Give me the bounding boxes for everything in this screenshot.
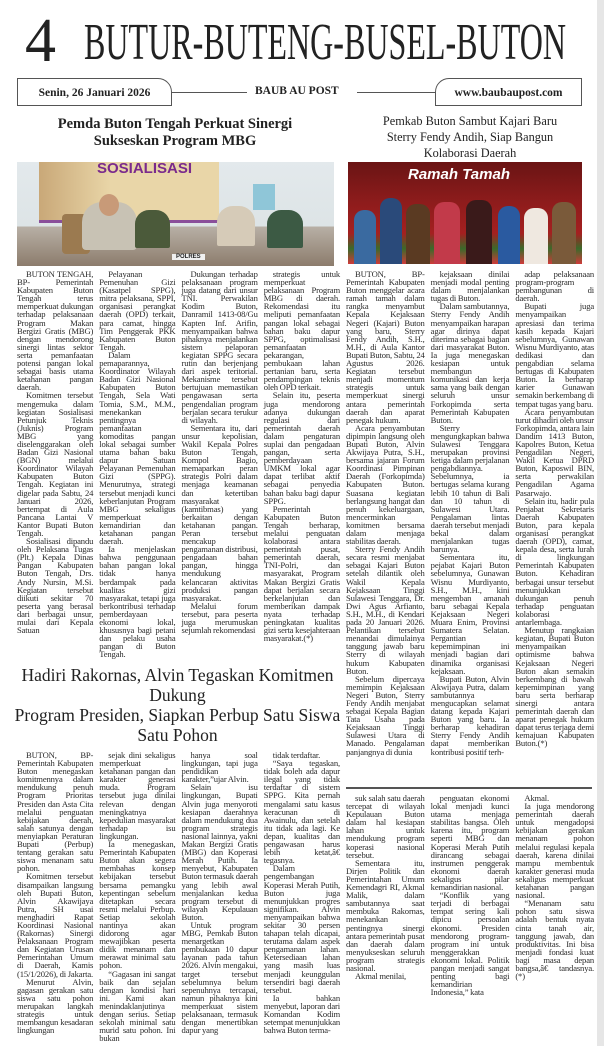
article-column (346, 270, 425, 756)
headline-line: Program Presiden, Siapkan Perbup Satu Siswa (14, 705, 341, 725)
article-paragraph: Pemerintah Kabupaten Buton Tengah berharap, melalui penguatan kolaborasi antara pemerintah pusat, pemerintah daerah, TNI-Polri, dan masyarakat, Program Makan Bergizi Gratis dapat berjalan secara berkelanjutan dan memberikan dampak nyata terhadap peningkatan kualitas gizi serta kesejahteraan masyarakat.(*) (263, 503, 340, 644)
article-column (17, 751, 93, 1034)
article-paragraph: BUTON, BP-Pemerintah Kabupaten Buton menegaskan komitmennya dalam mendukung penuh Program Prioritas Presiden dan Asta Cita melalui penguatan kebijakan daerah, salah satunya dengan menyiapkan Peraturan Bupati (Perbup) tentang gerakan satu siswa menanam satu pohon. (17, 750, 94, 874)
article-column (99, 270, 175, 659)
article-column (431, 270, 510, 756)
article-paragraph: Selain itu, peserta juga mendorong adanya dukungan regulasi dari pemerintah daerah dalam pengaturan suplai dan pengadaan pangan, serta pemberdayaan UMKM lokal agar dapat terlibat aktif sebagai penyedia bahan baku bagi dapur SPPG. (263, 390, 340, 506)
photo-person (354, 210, 376, 264)
article-column (346, 794, 425, 980)
section-title (84, 14, 568, 66)
photo-person (552, 202, 576, 264)
photo-banner-text: SOSIALISASI (97, 162, 193, 177)
divider (172, 92, 247, 93)
article-paragraph: Sementara itu, pejabat Kajari Buton sebelumnya, Gunawan Wisnu Murdiyanto, S.H., M.H., kini mengemban amanah baru sebagai Kepala Kejaksaan Negeri Muara Enim, Provinsi Sumatera Selatan. Pergantian kepemimpinan ini menjadi bagian dari dinamika organisasi kejaksaan. (430, 552, 510, 676)
photo-person (466, 200, 492, 264)
website-link[interactable]: www.baubaupost.com (435, 78, 582, 106)
article-paragraph: Bupati Buton, Alvin Akwijaya Putra, dalam sambutannya mengucapkan selamat datang kepada Kajari Buton yang baru. Ia berharap kehadiran Sterry Fendy Andih dapat memberikan kontribusi positif terh- (430, 673, 510, 757)
article-column (17, 270, 93, 634)
article-paragraph: Dalam sambutannya, Sterry Fendy Andih menyampaikan harapan agar dirinya dapat diterima sebagai bagian dari masyarakat Buton. Ia juga menegaskan kesiapan untuk membangun komunikasi dan kerja sama yang baik dengan seluruh unsur Forkopimda serta Pemerintah Kabupaten Buton. (430, 301, 510, 425)
article-paragraph: adap pelaksanaan program-program pembangunan di daerah. (515, 269, 595, 304)
article-paragraph: Ia juga mendorong pemerintah daerah untuk mengadopsi kebijakan gerakan menanam pohon melalui regulasi kepala daerah, karena dinilai mampu membentuk karakter generasi muda sekaligus memperkuat ketahanan pangan nasional. (515, 801, 595, 901)
article-paragraph: Ia bahkan menyebut, laporan dari Komandan Kodim setempat menunjukkan bahwa Buton terma- (263, 992, 340, 1036)
article-column (431, 794, 510, 996)
article-paragraph: suk salah satu daerah tercepat di wilayah Kepulauan Buton dalam hal kesiapan lahan untuk mendukung program koperasi nasional tersebut. (346, 793, 425, 860)
article-paragraph: Sementara itu, Dirjen Politik dan Pemerintahan Umum Kemendagri RI, Akmal Malik, dalam sambutannya saat membuka Rakornas, menekankan pentingnya sinergi antara pemerintah pusat dan daerah dalam menyukseskan seluruh program strategis nasional. (346, 857, 425, 973)
article-column (264, 751, 340, 1034)
photo-person (406, 204, 430, 264)
article-paragraph: kejaksaan dinilai menjadi modal penting dalam menjalankan tugas di Buton. (430, 269, 510, 304)
issue-date: Senin, 26 Januari 2026 (17, 78, 172, 106)
article-paragraph: Acara penyambutan turut dihadiri oleh unsur Forkopimda, antara lain Dandim 1413 Buton, Kapolres Buton, Ketua Pengadilan Negeri, Wakil Ketua DPRD Buton, Kaposwil BIN, serta perwakilan Pengadilan Agama Pasarwajo. (515, 406, 595, 498)
article-column (515, 794, 594, 980)
article-paragraph: Menutup rangkaian kegiatan, Bupati Buton menyampaikan optimisme bahwa Kejaksaan Negeri Buton akan semakin berkembang di bawah kepemimpinan yang baru serta berharap sinergi antara pemerintah daerah dan aparat penegak hukum dapat terus terjaga demi kemajuan Kabupaten Buton.(*) (515, 625, 595, 749)
headline-line: Pemkab Buton Sambut Kajari Baru (382, 114, 558, 128)
article-kajari-body (346, 270, 594, 756)
photo-person (380, 198, 402, 264)
headline-line: Satu Pohon (137, 725, 218, 745)
photo-person (267, 210, 303, 248)
photo-person (217, 206, 255, 246)
article-paragraph: “Konflik yang terjadi di berbagai tempat sering kali dipicu persoalan ekonomi. Presiden mendorong program-program ini untuk menggerakkan ekonomi lokal. Politik pangan menjadi sangat penting bagi kemandirian Indonesia,” kata (430, 890, 510, 998)
article-paragraph: Pelayanan Pemenuhan Gizi (Kasatpel SPPG), mitra pelaksana, SPPI, organisasi perangkat daerah (OPD) terkait, para camat, hingga Tim Penggerak PKK Kabupaten Buton Tengah. (99, 269, 176, 352)
article-column (515, 270, 594, 748)
photo-mbg-socialization (17, 162, 334, 266)
photo-poster (253, 184, 275, 210)
article-paragraph: Sosialisasi dipandu oleh Pelaksana Tugas (Plt.) Kepala Dinas Pangan Kabupaten Buton Tengah, Drs. Andy Nursin, M.Si. Kegiatan tersebut diikuti sekitar 70 peserta yang berasal dari berbagai unsur, mulai dari Kepala Satuan (17, 536, 94, 636)
article-paragraph: BUTON, BP- Pemerintah Kabupaten Buton menggelar acara ramah tamah dalam rangka menyambut Kepala Kejaksaan Negeri (Kajari) Buton yang baru, Sterry Fendy Andih, S.H., M.H., di Aula Kantor Bupati Buton, Sabtu, 24 Agustus 2026. Kegiatan tersebut menjadi momentum strategis untuk memperkuat sinergi antara pemerintah daerah dan aparat penegak hukum. (346, 269, 425, 425)
article-paragraph: Komitmen tersebut mengemuka dalam kegiatan Sosialisasi Petunjuk Teknis (Juknis) Program MBG yang diselenggarakan oleh Badan Gizi Nasional (BGN) melalui Koordinator Wilayah Kabupaten Buton Tengah. Kegiatan ini digelar pada Sabtu, 24 Januari 2026, bertempat di Aula Pancana Lantai V Kantor Bupati Buton Tengah. (17, 390, 94, 538)
article-paragraph: BUTON TENGAH, BP- Pemerintah Kabupaten Buton Tengah terus memperkuat dukungan terhadap pelaksanaan Program Makan Bergizi Gratis (MBG) dengan mendorong sinergi lintas sektor serta pemanfaatan potensi pangan lokal sebagai basis utama ketahanan pangan daerah. (17, 269, 94, 393)
article-paragraph: Menurut Alvin, gagasan gerakan satu siswa satu pohon merupakan langkah strategis untuk membangun kesadaran lingkungan (17, 976, 94, 1036)
article-paragraph: sejak dini sekaligus memperkuat ketahanan pangan dan karakter generasi muda. Program tersebut juga dinilai relevan dengan meningkatnya kepedulian masyarakat terhadap isu lingkungan. (99, 750, 176, 841)
photo-person-soldier (135, 210, 170, 248)
headline-rakornas (10, 665, 345, 745)
headline-line: Sukseskan Program MBG (93, 133, 257, 149)
headline-line: Sterry Fendy Andih, Siap Bangun (386, 130, 554, 144)
photo-person (498, 206, 520, 264)
article-column (182, 270, 258, 634)
article-paragraph: “Saya tegaskan, tidak boleh ada dapur ilegal yang tidak terdaftar di sistem SPPG. Kita pernah mengalami satu kasus keracunan di Awainulu, dan setelah itu tidak ada lagi. Ke depan, kualitas dan pengawasan harus lebih ketat,â€ tegasnya. (263, 758, 340, 866)
article-rakornas-body-left (17, 751, 340, 1042)
article-paragraph: Ia menjelaskan bahwa penggunaan bahan pangan lokal tidak hanya berdampak pada kualitas gizi masyarakat, tetapi juga berkontribusi terhadap pemberdayaan ekonomi lokal, khususnya bagi petani dan pelaku usaha pangan di Buton Tengah. (99, 544, 176, 660)
headline-line: Kolaborasi Daerah (423, 146, 517, 160)
headline-kajari (350, 113, 590, 161)
photo-ramah-tamah (348, 162, 582, 264)
photo-nameplate: POLRES (172, 254, 205, 260)
article-paragraph: tidak terdaftar. (272, 750, 321, 760)
article-paragraph: Akmal. (524, 793, 549, 803)
section-divider (346, 787, 592, 789)
divider (357, 92, 435, 93)
article-paragraph: Melalui forum tersebut, para peserta juga merumuskan sejumlah rekomendasi (181, 600, 258, 636)
article-paragraph: Dukungan terhadap pelaksanaan program juga datang dari unsur TNI. Perwakilan Kodim Buton, Danramil 1413-08/Gu Kapten Inf. Arifin, menyampaikan bahwa pihaknya menjalankan sistem pelaporan kegiatan SPPG secara rutin dan berjenjang dari aspek teritorial. Mekanisme tersebut bertujuan memastikan pengawasan serta pengendalian program berjalan secara terukur di wilayah. (181, 269, 258, 425)
article-paragraph: Selain isu lingkungan, Bupati Alvin juga menyoroti kesiapan daerahnya dalam mendukung dua program strategis nasional lainnya, yakni Makan Bergizi Gratis (MBG) dan Koperasi Merah Putih. Ia menyebut, Kabupaten Buton termasuk daerah yang lebih awal menjalankan kedua program tersebut di wilayah Kepulauan Buton. (181, 782, 258, 922)
article-paragraph: strategis untuk memperkuat pelaksanaan Program MBG di daerah. Rekomendasi itu meliputi pemanfaatan pangan lokal sebagai bahan baku dapur SPPG, optimalisasi pemanfaatan pekarangan, pembukaan lahan pertanian baru, serta pendampingan teknis oleh OPD terkait. (263, 269, 340, 393)
article-paragraph: Untuk program MBG, Pemkab Buton menargetkan pembukaan 10 dapur layanan pada tahun 2026. Alvin mengakui, target tersebut sebelumnya belum sepenuhnya tercapai, namun pihaknya kini memperkuat sistem pelaksanaan, termasuk dengan menertibkan dapur yang (181, 919, 258, 1036)
article-paragraph: “Menanam satu pohon satu siswa adalah bentuk nyata cinta tanah air, tanggung jawab, dan produktivitas. Ini bisa menjadi fondasi kuat bagi masa depan bangsa,â€ tandasnya.(*) (515, 898, 595, 982)
article-paragraph: hanya soal lingkungan, tapi juga pendidikan karakter,”ujar Alvin. (181, 750, 258, 785)
photo-person (434, 202, 460, 264)
article-rakornas-body-right (346, 794, 594, 996)
date-bar (17, 78, 582, 108)
article-column (99, 751, 175, 1042)
article-mbg-body (17, 270, 340, 659)
headline-line: Hadiri Rakornas, Alvin Tegaskan Komitmen Dukung (21, 665, 334, 705)
publication-name: BAUB AU POST (255, 85, 339, 97)
article-paragraph: “Gagasan ini sangat baik dan sejalan dengan kondisi hari ini. Kami akan menindaklanjutinya dengan serius. Setiap sekolah minimal satu murid satu pohon. Ini bukan (99, 968, 176, 1044)
photo-person (524, 208, 548, 264)
photo-face (99, 194, 119, 216)
article-paragraph: Sebelum dipercaya memimpin Kejaksaan Negeri Buton, Sterry Fendy Andih menjabat sebagai Kepala Bagian Tata Usaha pada Kejaksaan Tinggi Sulawesi Utara di Manado. Pengalaman panjangnya di dunia (346, 673, 425, 757)
page-edge (597, 0, 604, 1046)
headline-mbg (20, 116, 330, 150)
section-title-text: BUTUR-BUTENG-BUSEL-BUTON (84, 14, 566, 66)
photo-banner-text: Ramah Tamah (408, 166, 510, 183)
page-number: 4 (25, 7, 56, 75)
article-paragraph: Akmal menilai, (355, 971, 407, 982)
article-paragraph: Sterry mengungkapkan bahwa Sulawesi Tenggara merupakan provinsi ketiga dalam perjalanan pengabdiannya. Sebelumnya, ia bertugas selama kurang lebih 10 tahun di Bali dan 10 tahun di Sulawesi Utara. Pengalaman lintas daerah tersebut menjadi bekal dalam menjalankan tugas barunya. (430, 422, 510, 555)
article-paragraph: Sementara itu, dari unsur kepolisian, Wakil Kepala Polres Buton Tengah, Kompol Bagio, memaparkan peran strategis Polri dalam menjaga keamanan dan ketertiban masyarakat (kamtibmas) yang berkaitan dengan ketahanan pangan. Peran tersebut mencakup pengamanan distribusi, pengadaan bahan pangan, hingga mendukung kelancaran aktivitas produksi pangan masyarakat. (181, 422, 258, 603)
headline-line: Pemda Buton Tengah Perkuat Sinergi (57, 116, 293, 132)
article-paragraph: Dalam pemaparannya, Koordinator Wilayah Badan Gizi Nasional Kabupaten Buton Tengah, Sela Wati Tomia, S.M., M.M., menekankan pentingnya pemanfaatan komoditas pangan lokal sebagai sumber utama bahan baku dapur Satuan Pelayanan Pemenuhan Gizi (SPPG). Menurutnya, strategi tersebut menjadi kunci keberlanjutan Program MBG sekaligus memperkuat kemandirian dan ketahanan pangan daerah. (99, 349, 176, 547)
article-paragraph: Dalam pengembangan Koperasi Merah Putih, Buton juga menunjukkan progres signifikan. Alvin menyampaikan bahwa sekitar 30 persen tahapan telah dicapai, terutama dalam aspek pengamanan lahan. Ketersediaan lahan yang masih luas menjadi keunggulan tersendiri bagi daerah tersebut. (263, 863, 340, 995)
article-paragraph: penguatan ekonomi lokal menjadi kunci utama menjaga stabilitas bangsa. Oleh karena itu, program seperti MBG dan Koperasi Merah Putih dirancang sebagai instrumen penggerak ekonomi daerah sekaligus pilar kemandirian nasional. (430, 793, 510, 893)
article-paragraph: Bupati juga menyampaikan apresiasi dan terima kasih kepada Kajari sebelumnya, Gunawan Wisnu Murdiyanto, atas dedikasi dan pengabdian selama bertugas di Kabupaten Buton. Ia berharap karier Gunawan semakin berkembang di tempat tugas yang baru. (515, 301, 595, 409)
article-paragraph: Komitmen tersebut disampaikan langsung oleh Bupati Buton, Alvin Akawijaya Putra, SH usai menghadiri Rapat Koordinasi Nasional (Rakornas) Sinergi Pelaksanaan Program dan Kegiatan Urusan Pemerintahan Umum di Daerah, Kamis (15/1/2026), di Jakarta. (17, 871, 94, 979)
article-paragraph: Sterry Fendy Andih secara resmi menjabat sebagai Kajari Buton setelah dilantik oleh Wakil Kepala Kejaksaan Tinggi Sulawesi Tenggara, Dr. Dwi Agus Arfianto, S.H., M.H., di Kendari pada 20 Januari 2026. Pelantikan tersebut menandai dimulainya tanggung jawab baru Sterry di wilayah hukum Kabupaten Buton. (346, 544, 425, 676)
article-paragraph: Acara penyambutan dipimpin langsung oleh Bupati Buton, Alvin Akwijaya Putra, S.H., bersama jajaran Forum Koordinasi Pimpinan Daerah (Forkopimda) Kabupaten Buton. Suasana kegiatan berlangsung hangat dan penuh kekeluargaan, mencerminkan komitmen bersama dalam menjaga stabilitas daerah. (346, 422, 425, 547)
article-paragraph: Selain itu, hadir pula Penjabat Sekretaris Daerah Kabupaten Buton, para kepala organisasi perangkat daerah (OPD), camat, kepala desa, serta lurah di lingkungan Pemerintah Kabupaten Buton. Kehadiran berbagai unsur tersebut menunjukkan dukungan penuh terhadap penguatan kolaborasi antarlembaga. (515, 495, 595, 628)
article-column (264, 270, 340, 642)
article-paragraph: Ia menegaskan, Pemerintah Kabupaten Buton akan segera membahas konsep kebijakan tersebut bersama pemangku kepentingan sebelum ditetapkan secara resmi melalui Perbup. Setiap sekolah nantinya akan didorong agar mewajibkan peserta didik menanam dan merawat minimal satu pohon. (99, 839, 176, 971)
article-column (182, 751, 258, 1034)
